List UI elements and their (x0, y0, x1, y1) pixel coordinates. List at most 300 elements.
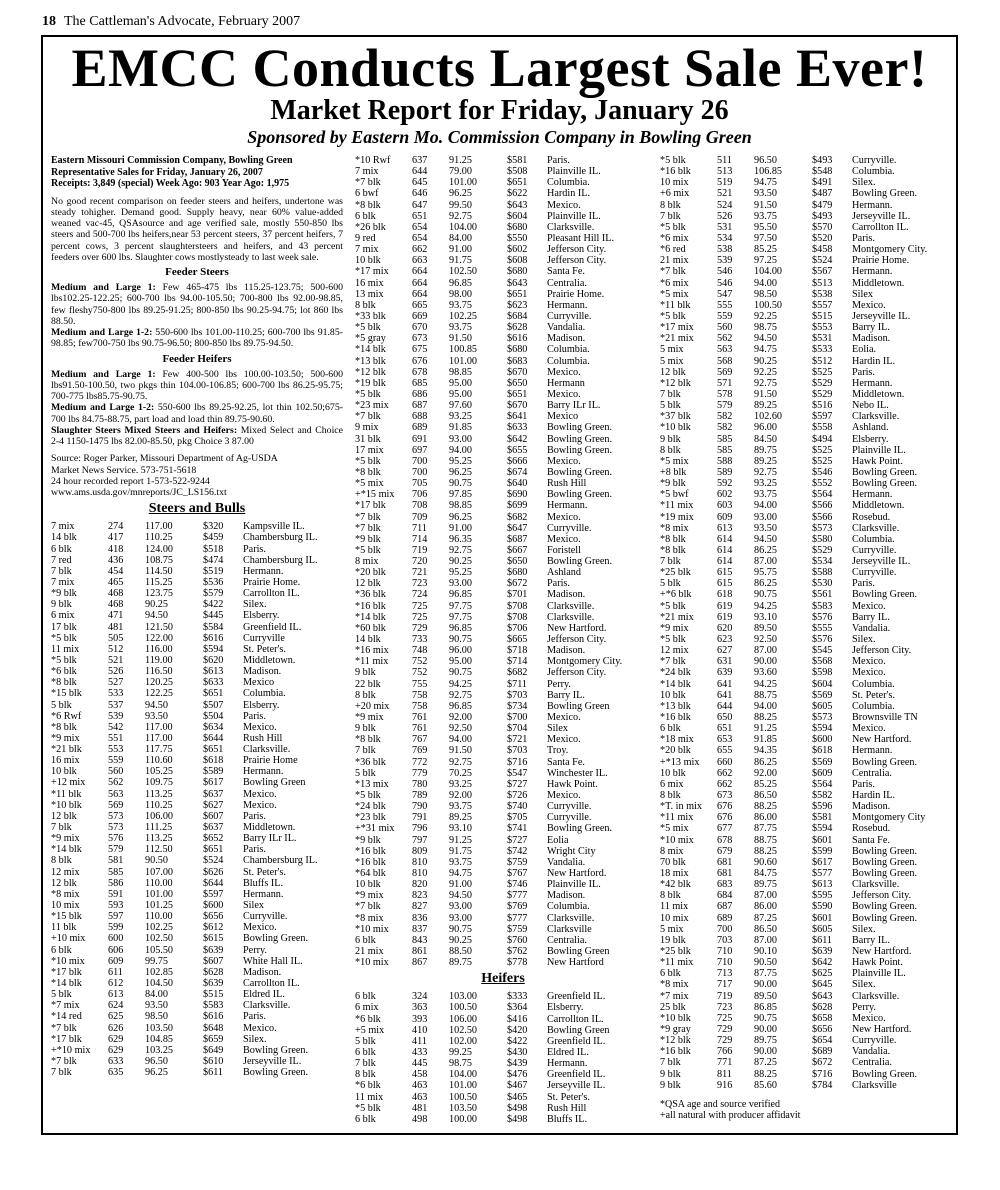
cell-price: 103.00 (449, 991, 478, 1003)
table-row (355, 734, 651, 745)
table-row (355, 723, 651, 734)
cell-origin: Curryville. (852, 1035, 897, 1047)
cell-price: 123.75 (145, 588, 174, 600)
cell-head-count: *17 mix (660, 322, 694, 334)
cell-weight: 797 (412, 834, 428, 846)
cell-origin: Middletown. (852, 500, 905, 512)
cell-price: 99.75 (145, 955, 168, 967)
cell-head-count: +5 mix (355, 1024, 385, 1036)
table-row (355, 378, 651, 389)
cell-price: 122.25 (145, 688, 174, 700)
cell-per-head: $536 (203, 576, 224, 588)
cell-weight: 569 (108, 799, 124, 811)
cell-per-head: $639 (203, 944, 224, 956)
cell-per-head: $557 (812, 299, 833, 311)
cell-head-count: *17 blk (355, 500, 386, 512)
cell-price: 98.50 (145, 1011, 168, 1023)
cell-price: 97.60 (449, 400, 472, 412)
cell-per-head: $430 (507, 1046, 528, 1058)
cell-weight: 836 (412, 912, 428, 924)
cell-weight: 519 (717, 177, 733, 189)
cell-per-head: $518 (203, 543, 224, 555)
cell-head-count: *8 mix (355, 912, 384, 924)
cell-weight: 633 (108, 1056, 124, 1067)
cell-per-head: $705 (507, 812, 528, 824)
cell-price: 101.00 (449, 355, 478, 367)
cell-per-head: $759 (507, 923, 528, 935)
cell-weight: 719 (412, 544, 428, 556)
cell-weight: 723 (717, 1001, 733, 1013)
cell-weight: 676 (717, 812, 733, 824)
cell-weight: 624 (108, 1000, 124, 1012)
cell-weight: 593 (108, 900, 124, 912)
cell-per-head: $718 (507, 645, 528, 657)
table-row (660, 913, 956, 924)
cell-origin: Silex (547, 723, 568, 735)
cell-price: 95.00 (449, 377, 472, 389)
cell-origin: Greenfield IL. (547, 991, 606, 1003)
cell-price: 96.25 (145, 1067, 168, 1079)
source-line-3: 24 hour recorded report 1-573-522-9244 (51, 475, 210, 487)
cell-head-count: 8 blk (660, 199, 681, 211)
cell-weight: 505 (108, 632, 124, 644)
cell-head-count: +6 mix (660, 188, 690, 200)
article-frame (41, 35, 958, 1135)
cell-price: 93.10 (754, 611, 777, 623)
cell-origin: Mexico. (547, 366, 581, 378)
cell-head-count: *7 blk (660, 656, 686, 668)
cell-head-count: 6 blk (51, 944, 72, 956)
cell-head-count: 6 blk (355, 210, 376, 222)
cell-head-count: 7 blk (660, 556, 681, 568)
table-row (51, 521, 343, 532)
cell-origin: Mexico. (243, 922, 277, 934)
cell-origin: Jefferson City. (852, 890, 912, 902)
cell-origin: Madison. (547, 333, 586, 345)
cell-origin: Mexico. (547, 388, 581, 400)
cell-per-head: $465 (507, 1091, 528, 1103)
cell-price: 94.00 (449, 734, 472, 746)
table-row (660, 556, 956, 567)
cell-origin: Madison. (243, 966, 282, 978)
cell-per-head: $608 (507, 255, 528, 267)
cell-origin: Vandalia. (547, 856, 586, 868)
cell-price: 95.25 (449, 455, 472, 467)
cell-origin: Curryville. (852, 544, 897, 556)
cell-origin: Pleasant Hill IL. (547, 232, 615, 244)
table-row (355, 512, 651, 523)
cell-weight: 796 (412, 823, 428, 835)
cell-price: 96.25 (449, 511, 472, 523)
table-row (355, 422, 651, 433)
cell-price: 93.75 (754, 489, 777, 501)
cell-per-head: $553 (812, 322, 833, 334)
cell-per-head: $680 (507, 344, 528, 356)
cell-per-head: $525 (812, 366, 833, 378)
cell-origin: Clarksville. (243, 744, 291, 756)
cell-per-head: $513 (812, 277, 833, 289)
cell-weight: 609 (717, 511, 733, 523)
cell-head-count: 12 mix (51, 866, 80, 878)
cell-per-head: $491 (812, 177, 833, 189)
cell-per-head: $746 (507, 879, 528, 891)
cell-price: 93.50 (754, 522, 777, 534)
cell-per-head: $515 (812, 310, 833, 322)
cell-weight: 660 (717, 756, 733, 768)
cell-per-head: $487 (812, 188, 833, 200)
cell-head-count: 9 blk (51, 599, 72, 611)
cell-head-count: 11 blk (51, 922, 77, 934)
cell-per-head: $583 (203, 1000, 224, 1012)
cell-per-head: $595 (812, 890, 833, 902)
cell-per-head: $625 (812, 968, 833, 980)
table-row (355, 322, 651, 333)
cell-price: 94.50 (754, 533, 777, 545)
cell-per-head: $546 (812, 466, 833, 478)
table-row (51, 789, 343, 800)
cell-price: 100.85 (449, 344, 478, 356)
cell-per-head: $617 (203, 777, 224, 789)
table-row (355, 289, 651, 300)
cell-origin: Hermann. (852, 199, 893, 211)
cell-head-count: 6 blk (355, 1113, 376, 1125)
cell-weight: 463 (412, 1080, 428, 1092)
cell-origin: New Hartford. (852, 734, 912, 746)
cell-weight: 650 (717, 712, 733, 724)
cell-origin: Mexico. (547, 790, 581, 802)
cell-weight: 433 (412, 1046, 428, 1058)
table-row (355, 222, 651, 233)
cell-price: 104.50 (145, 978, 174, 990)
cell-per-head: $577 (812, 868, 833, 879)
cell-weight: 614 (717, 544, 733, 556)
cell-head-count: 13 mix (355, 288, 384, 300)
cell-price: 95.00 (449, 656, 472, 668)
cell-per-head: $620 (203, 654, 224, 666)
cell-head-count: 17 blk (51, 621, 77, 633)
text: Few 465-475 lbs 115.25-123.75; 500-600 lbs102.25-122.25; 600-700 lbs 94.00-105.50; 700-800 lbs 92.00-98.85, few fleshy750-800 lbs 89.25-91.25; 800-850 lbs 90.25-94.75; lot 860 lbs 88.50. (51, 282, 343, 327)
cell-origin: Mexico. (852, 667, 886, 679)
cell-origin: Prairie Home (243, 755, 298, 767)
cell-weight: 274 (108, 521, 124, 533)
cell-weight: 641 (717, 678, 733, 690)
cell-origin: Clarksville. (852, 879, 900, 891)
cell-origin: New Hartford. (547, 868, 607, 879)
cell-price: 117.75 (145, 744, 173, 756)
cell-weight: 625 (108, 1011, 124, 1023)
cell-weight: 527 (108, 677, 124, 689)
table-row (51, 833, 343, 844)
cell-per-head: $658 (812, 1012, 833, 1024)
cell-per-head: $607 (203, 955, 224, 967)
cell-per-head: $680 (507, 221, 528, 233)
cell-origin: Winchester IL. (547, 767, 608, 779)
table-row (660, 890, 956, 901)
table-row (660, 478, 956, 489)
cell-weight: 526 (717, 210, 733, 222)
table-row (355, 957, 651, 968)
cell-head-count: *7 blk (51, 1056, 77, 1067)
cell-origin: Nebo IL. (852, 400, 889, 412)
table-row (660, 166, 956, 177)
cell-head-count: +*10 mix (51, 1044, 91, 1056)
cell-head-count: *5 bwf (660, 489, 689, 501)
cell-weight: 810 (412, 856, 428, 868)
cell-weight: 611 (108, 966, 123, 978)
cell-per-head: $568 (812, 656, 833, 668)
cell-origin: Bowling Green. (852, 466, 918, 478)
cell-weight: 653 (717, 734, 733, 746)
cell-origin: Plainville IL. (852, 968, 906, 980)
cell-weight: 678 (412, 366, 428, 378)
cell-head-count: *24 blk (660, 667, 691, 679)
table-row (355, 434, 651, 445)
cell-weight: 700 (412, 466, 428, 478)
page-number: 18 (42, 14, 56, 29)
cell-price: 91.85 (449, 422, 472, 434)
cell-head-count: *16 mix (355, 645, 389, 657)
cell-origin: Jerseyville IL. (243, 1056, 302, 1067)
cell-weight: 603 (717, 500, 733, 512)
cell-price: 85.25 (754, 778, 777, 790)
table-row (51, 610, 343, 621)
cell-origin: Santa Fe. (547, 266, 585, 278)
cell-weight: 363 (412, 1002, 428, 1014)
cell-per-head: $590 (812, 901, 833, 913)
table-row (660, 467, 956, 478)
cell-per-head: $604 (812, 678, 833, 690)
cell-price: 101.00 (449, 177, 478, 189)
cell-weight: 410 (412, 1024, 428, 1036)
cell-head-count: *5 mix (660, 823, 689, 835)
cell-head-count: 5 blk (355, 767, 376, 779)
cell-price: 107.00 (145, 866, 174, 878)
table-row (51, 956, 343, 967)
cell-weight: 468 (108, 588, 124, 600)
cell-per-head: $573 (812, 522, 833, 534)
cell-origin: Rush Hill (547, 1102, 587, 1114)
cell-head-count: *9 mix (660, 622, 689, 634)
cell-origin: Mexico. (547, 734, 581, 746)
cell-weight: 468 (108, 599, 124, 611)
cell-head-count: 6 blk (660, 723, 681, 735)
cell-weight: 582 (717, 411, 733, 423)
cell-weight: 684 (717, 890, 733, 902)
cell-origin: Mexico (243, 677, 275, 689)
cell-price: 93.00 (449, 901, 472, 913)
cell-weight: 654 (412, 221, 428, 233)
table-row (660, 634, 956, 645)
cell-per-head: $627 (203, 799, 224, 811)
cell-head-count: *5 blk (660, 634, 686, 646)
cell-per-head: $529 (812, 388, 833, 400)
cell-origin: Jefferson City. (547, 255, 607, 267)
cell-weight: 700 (717, 923, 733, 935)
cell-price: 119.00 (145, 654, 173, 666)
cell-per-head: $703 (507, 689, 528, 701)
cell-weight: 635 (108, 1067, 124, 1079)
cell-head-count: +12 mix (51, 777, 86, 789)
cell-head-count: 11 mix (51, 643, 80, 655)
cell-weight: 810 (412, 868, 428, 879)
cell-per-head: $364 (507, 1002, 528, 1014)
cell-origin: Bowling Green. (547, 556, 613, 568)
table-row (355, 244, 651, 255)
cell-head-count: *7 blk (51, 1022, 77, 1034)
cell-weight: 664 (412, 266, 428, 278)
cell-head-count: 11 mix (660, 901, 689, 913)
cell-price: 94.75 (754, 344, 777, 356)
cell-weight: 393 (412, 1013, 428, 1025)
cell-head-count: *14 red (51, 1011, 82, 1023)
table-row (660, 745, 956, 756)
cell-weight: 662 (717, 778, 733, 790)
table-row (660, 311, 956, 322)
table-row (51, 755, 343, 766)
cell-price: 92.75 (449, 210, 472, 222)
cell-weight: 618 (717, 589, 733, 601)
cell-origin: Columbia. (852, 678, 895, 690)
cell-per-head: $604 (507, 210, 528, 222)
cell-per-head: $613 (203, 666, 224, 678)
cell-head-count: *16 blk (660, 166, 691, 178)
cell-origin: Mexico. (852, 600, 886, 612)
cell-weight: 837 (412, 923, 428, 935)
table-row (51, 555, 343, 566)
cell-weight: 679 (717, 845, 733, 857)
table-row (51, 766, 343, 777)
cell-weight: 559 (108, 755, 124, 767)
table-row (355, 578, 651, 589)
table-row (355, 901, 651, 912)
cell-head-count: 7 blk (51, 565, 72, 577)
cell-price: 93.25 (449, 411, 472, 423)
column-2 (355, 155, 651, 1125)
cell-price: 105.50 (145, 944, 174, 956)
cell-origin: Madison. (852, 801, 891, 813)
cell-origin: Mexico. (547, 533, 581, 545)
cell-head-count: *25 blk (660, 945, 691, 957)
cell-origin: Plainville IL. (547, 166, 601, 178)
cell-head-count: *5 blk (355, 322, 381, 334)
cell-per-head: $651 (507, 388, 528, 400)
cell-per-head: $643 (812, 990, 833, 1002)
table-row (660, 155, 956, 166)
table-row (355, 456, 651, 467)
cell-per-head: $651 (203, 688, 224, 700)
cell-price: 90.50 (145, 855, 168, 867)
cell-head-count: 8 blk (355, 1069, 376, 1081)
cell-price: 92.25 (754, 310, 777, 322)
cell-head-count: *5 blk (355, 790, 381, 802)
table-row (355, 757, 651, 768)
cell-origin: Bowling Green (547, 1024, 610, 1036)
cell-price: 87.00 (754, 556, 777, 568)
cell-origin: Clarksville. (243, 1000, 291, 1012)
cell-origin: Eolia. (852, 344, 877, 356)
cell-head-count: *16 blk (355, 845, 386, 857)
cell-per-head: $616 (203, 1011, 224, 1023)
table-row (51, 1023, 343, 1034)
cell-head-count: *13 blk (660, 700, 691, 712)
cell-price: 90.75 (449, 923, 472, 935)
cell-per-head: $767 (507, 868, 528, 879)
cell-origin: Silex (852, 288, 873, 300)
table-row (355, 1080, 651, 1091)
cell-weight: 709 (412, 511, 428, 523)
cell-origin: Columbia. (547, 355, 590, 367)
cell-head-count: 9 blk (355, 723, 376, 735)
cell-weight: 769 (412, 745, 428, 757)
cell-price: 96.35 (449, 533, 472, 545)
cell-head-count: *9 blk (355, 834, 381, 846)
cell-price: 87.00 (754, 645, 777, 657)
cell-price: 89.75 (754, 444, 777, 456)
table-row (355, 1069, 651, 1080)
cell-weight: 761 (412, 712, 428, 724)
table-row (355, 311, 651, 322)
table-row (660, 701, 956, 712)
cell-weight: 498 (412, 1113, 428, 1125)
cell-per-head: $609 (812, 767, 833, 779)
cell-weight: 772 (412, 756, 428, 768)
cell-per-head: $493 (812, 210, 833, 222)
cell-per-head: $674 (507, 466, 528, 478)
cell-head-count: *5 blk (660, 310, 686, 322)
cell-head-count: 6 bwf (355, 188, 379, 200)
table-row (355, 367, 651, 378)
cell-price: 93.25 (754, 478, 777, 490)
cell-per-head: $567 (812, 266, 833, 278)
cell-origin: Curryville. (547, 812, 592, 824)
cell-per-head: $714 (507, 656, 528, 668)
cell-origin: St. Peter's. (243, 866, 286, 878)
cell-origin: Bluffs IL. (243, 877, 283, 889)
cell-price: 90.25 (449, 934, 472, 946)
cell-origin: Rosebud. (852, 511, 891, 523)
cell-per-head: $644 (203, 732, 224, 744)
cell-head-count: 10 mix (660, 177, 689, 189)
cell-origin: Jerseyville IL. (547, 1080, 606, 1092)
cell-price: 96.85 (449, 622, 472, 634)
cell-per-head: $628 (812, 1001, 833, 1013)
cell-price: 84.00 (449, 232, 472, 244)
cell-price: 94.50 (754, 333, 777, 345)
table-row (355, 946, 651, 957)
cell-head-count: *37 blk (660, 411, 691, 423)
cell-per-head: $637 (203, 788, 224, 800)
cell-head-count: 8 blk (355, 689, 376, 701)
cell-head-count: *19 blk (355, 377, 386, 389)
cell-price: 92.25 (754, 366, 777, 378)
table-row (51, 700, 343, 711)
cell-origin: Curryville. (547, 801, 592, 813)
cell-per-head: $655 (507, 444, 528, 456)
cell-price: 96.00 (754, 422, 777, 434)
cell-head-count: *18 mix (660, 734, 694, 746)
cell-per-head: $333 (507, 991, 528, 1003)
cell-per-head: $667 (507, 544, 528, 556)
cell-price: 97.75 (449, 611, 472, 623)
cell-weight: 562 (717, 333, 733, 345)
cell-weight: 766 (717, 1046, 733, 1058)
cell-head-count: +*31 mix (355, 823, 395, 835)
cell-weight: 526 (108, 666, 124, 678)
cell-price: 110.00 (145, 911, 173, 923)
cell-per-head: $597 (203, 888, 224, 900)
cell-weight: 713 (717, 968, 733, 980)
cell-per-head: $547 (507, 767, 528, 779)
